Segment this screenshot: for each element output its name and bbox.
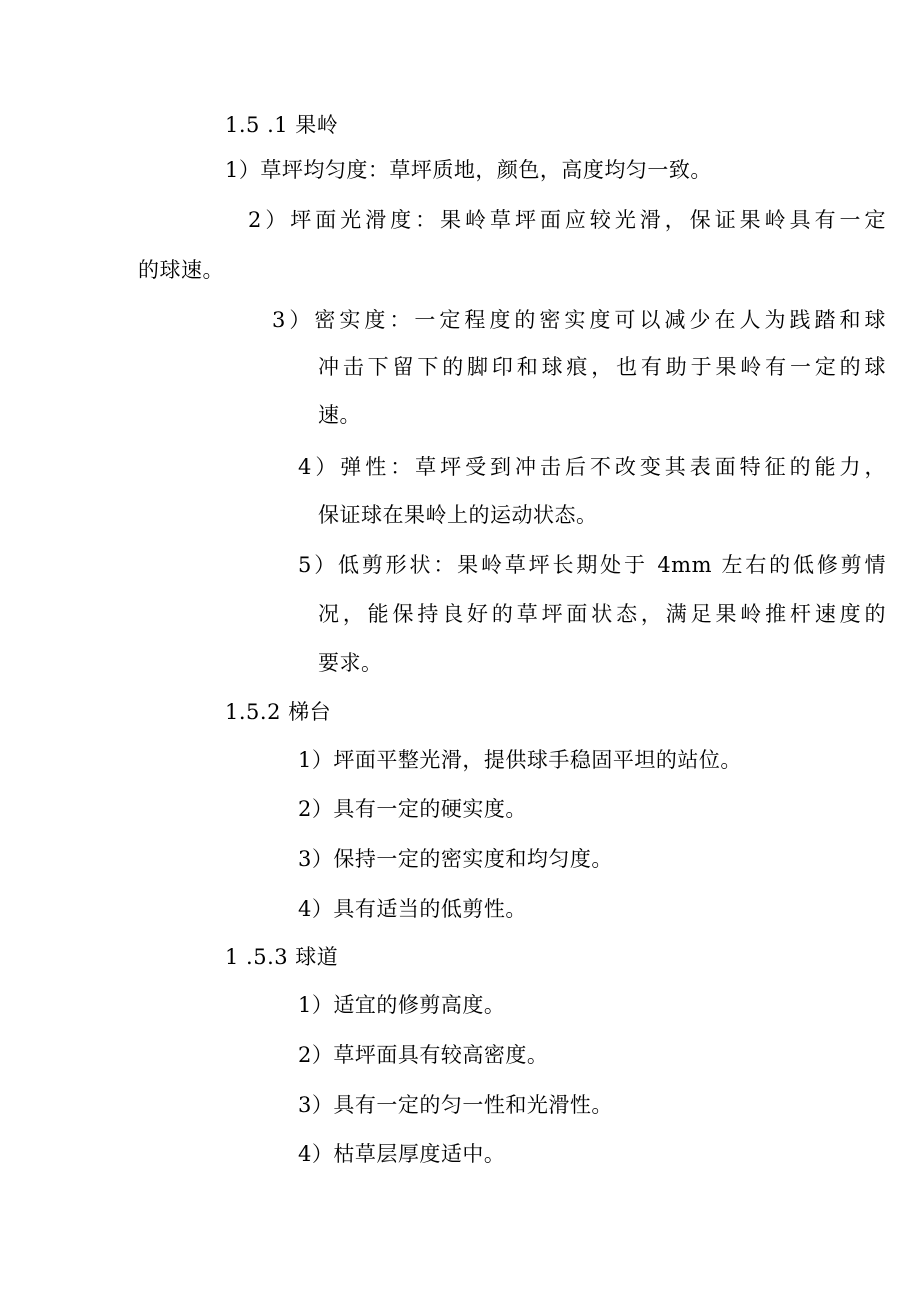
list-item: 4）具有适当的低剪性。 xyxy=(298,897,527,921)
list-item-continuation: 速。 xyxy=(318,403,361,427)
list-item: 4）枯草层厚度适中。 xyxy=(298,1142,506,1166)
list-item-continuation: 冲击下留下的脚印和球痕，也有助于果岭有一定的球 xyxy=(318,355,886,379)
list-item: 2）坪面光滑度：果岭草坪面应较光滑，保证果岭具有一定 xyxy=(248,208,886,232)
list-item-continuation: 要求。 xyxy=(318,651,383,675)
list-item: 2）草坪面具有较高密度。 xyxy=(298,1043,549,1067)
list-item: 4）弹性：草坪受到冲击后不改变其表面特征的能力， xyxy=(298,455,886,479)
list-item: 1）适宜的修剪高度。 xyxy=(298,993,506,1017)
list-item: 2）具有一定的硬实度。 xyxy=(298,797,527,821)
list-item: 3）具有一定的匀一性和光滑性。 xyxy=(298,1093,613,1117)
list-item: 1）坪面平整光滑，提供球手稳固平坦的站位。 xyxy=(298,748,742,772)
section-heading-tee: 1.5.2 梯台 xyxy=(225,700,332,724)
list-item-continuation: 的球速。 xyxy=(138,258,224,282)
list-item: 3）密实度：一定程度的密实度可以减少在人为践踏和球 xyxy=(272,308,886,332)
list-item-continuation: 况，能保持良好的草坪面状态，满足果岭推杆速度的 xyxy=(318,602,886,626)
list-item: 1）草坪均匀度：草坪质地，颜色，高度均匀一致。 xyxy=(225,158,712,182)
list-item: 5）低剪形状：果岭草坪长期处于 4mm 左右的低修剪情 xyxy=(298,553,886,577)
section-heading-greens: 1.5 .1 果岭 xyxy=(225,113,339,137)
list-item: 3）保持一定的密实度和均匀度。 xyxy=(298,847,613,871)
section-heading-fairway: 1 .5.3 球道 xyxy=(225,945,339,969)
list-item-continuation: 保证球在果岭上的运动状态。 xyxy=(318,503,598,527)
